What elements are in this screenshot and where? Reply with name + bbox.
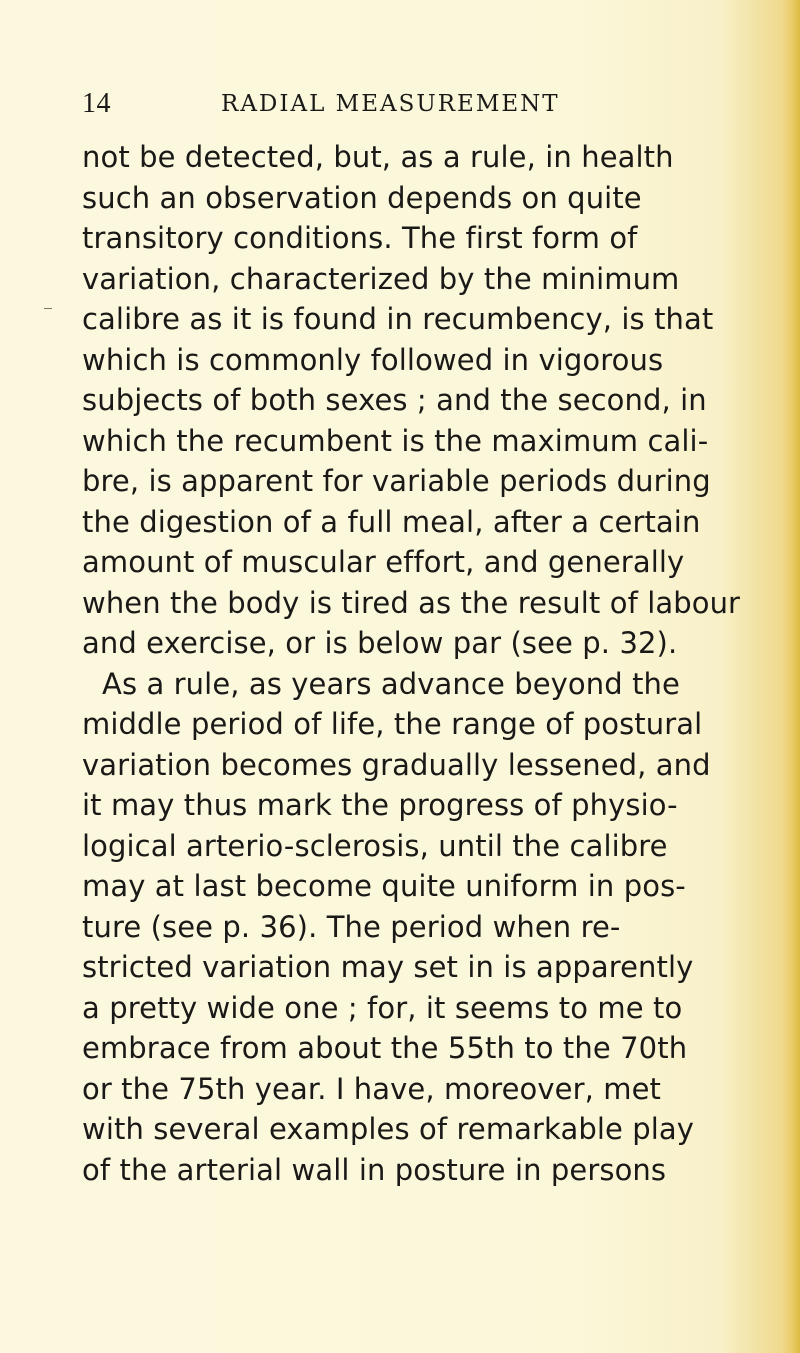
text-line: such an observation depends on quite: [82, 180, 642, 215]
page-number: 14: [82, 88, 111, 119]
text-line: subjects of both sexes ; and the second, in: [82, 383, 707, 417]
text-line: bre, is apparent for variable periods during: [82, 464, 711, 498]
paragraph-start-line: As a rule, as years advance beyond the: [102, 666, 680, 701]
text-line: with several examples of remarkable play: [82, 1112, 695, 1146]
body-text: [82, 137, 741, 1190]
text-line: may at last become quite uniform in pos-: [82, 869, 686, 903]
text-line: which is commonly followed in vigorous: [82, 342, 664, 377]
text-line: variation, characterized by the minimum: [82, 261, 680, 296]
text-line: it may thus mark the progress of physio-: [82, 788, 678, 822]
text-line: calibre as it is found in recumbency, is that: [82, 302, 714, 336]
margin-mark: [44, 308, 52, 309]
page-edge-shadow: [782, 0, 800, 1353]
text-line: and exercise, or is below par (see p. 32).: [82, 626, 678, 660]
text-line: logical arterio-sclerosis, until the calibre: [82, 828, 668, 863]
text-line: not be detected, but, as a rule, in health: [82, 140, 674, 174]
text-line: the digestion of a full meal, after a certain: [82, 504, 701, 539]
text-line: a pretty wide one ; for, it seems to me to: [82, 990, 683, 1025]
text-line: or the 75th year. I have, moreover, met: [82, 1071, 661, 1106]
page-header: [82, 86, 672, 122]
text-line: variation becomes gradually lessened, and: [82, 747, 711, 782]
text-line: embrace from about the 55th to the 70th: [82, 1031, 688, 1065]
text-line: ture (see p. 36). The period when re-: [82, 909, 621, 944]
text-line: which the recumbent is the maximum cali-: [82, 423, 709, 458]
text-line: transitory conditions. The first form of: [82, 221, 638, 255]
text-line: middle period of life, the range of postural: [82, 707, 703, 741]
running-title: RADIAL MEASUREMENT: [221, 91, 560, 117]
text-line: when the body is tired as the result of labour: [82, 585, 741, 620]
text-line: of the arterial wall in posture in persons: [82, 1152, 667, 1187]
text-line: stricted variation may set in is apparently: [82, 950, 694, 984]
text-line: amount of muscular effort, and generally: [82, 545, 685, 579]
